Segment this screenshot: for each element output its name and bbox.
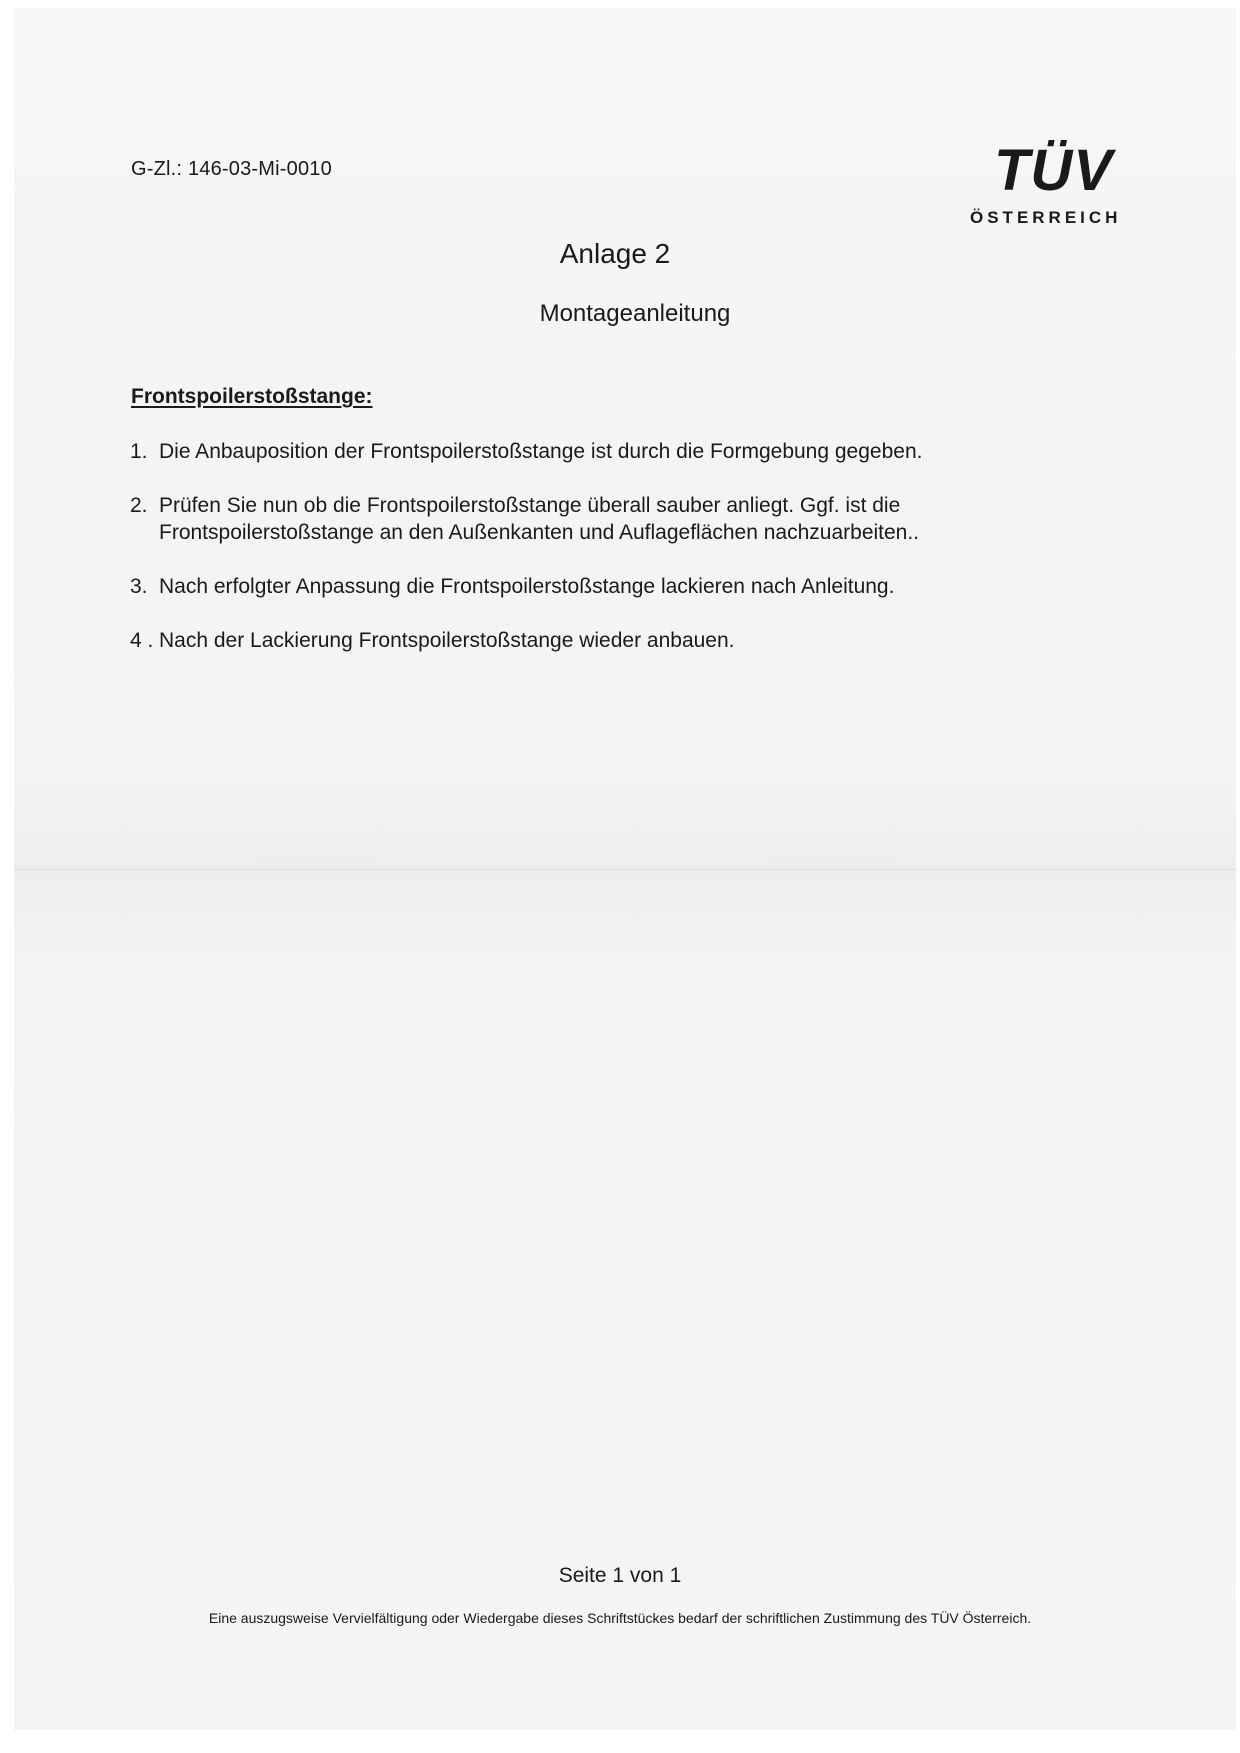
list-item	[130, 492, 970, 546]
reference-number: G-Zl.: 146-03-Mi-0010	[131, 158, 332, 180]
copyright-notice	[0, 1610, 1240, 1626]
document-title	[0, 238, 1240, 270]
list-item	[130, 627, 970, 654]
step-number: 4 .	[130, 629, 154, 652]
page-indicator	[0, 1564, 1240, 1588]
list-item	[130, 438, 970, 465]
step-number: 2.	[130, 494, 148, 517]
list-item	[130, 573, 970, 600]
step-text: Die Anbauposition der Frontspoilerstoßstange ist durch die Formgebung gegeben.	[159, 440, 923, 463]
paper-fold	[14, 868, 1236, 871]
step-number: 1.	[130, 440, 148, 463]
instruction-list	[130, 438, 970, 681]
logo-mark: TÜV	[994, 138, 1113, 203]
logo-subtitle: ÖSTERREICH	[970, 208, 1122, 227]
step-number: 3.	[130, 575, 148, 598]
copyright-notice-text: Eine auszugsweise Vervielfältigung oder Wiedergabe dieses Schriftstückes bedarf der schriftlichen Zustimmung des TÜV Österreich.	[208, 1610, 1032, 1626]
step-text: Nach der Lackierung Frontspoilerstoßstange wieder anbauen.	[159, 629, 735, 652]
section-heading: Frontspoilerstoßstange:	[131, 385, 373, 408]
tuv-logo	[970, 140, 1140, 232]
document-subtitle-text: Montageanleitung	[539, 300, 731, 327]
step-text: Nach erfolgter Anpassung die Frontspoilerstoßstange lackieren nach Anleitung.	[159, 575, 895, 598]
document-title-text: Anlage 2	[559, 238, 671, 269]
document-subtitle	[0, 300, 1240, 328]
step-text: Prüfen Sie nun ob die Frontspoilerstoßstange überall sauber anliegt. Ggf. ist die Frontspoilerstoßstange an den Außenkanten und Auflageflächen nachzuarbeiten..	[159, 494, 920, 544]
page-indicator-text: Seite 1 von 1	[558, 1564, 682, 1587]
